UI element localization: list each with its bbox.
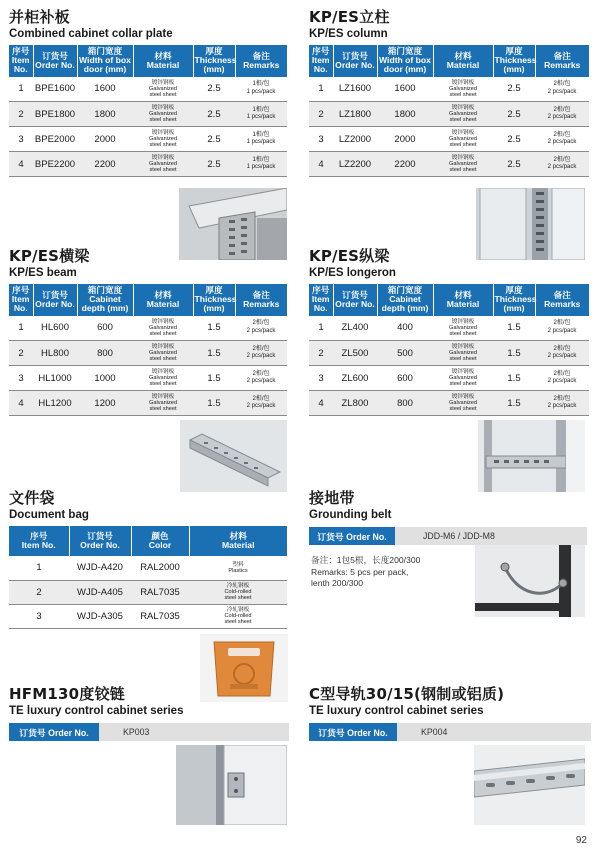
beam-cell-no: 3 [9,366,33,391]
collar-cell-width: 1600 [77,77,133,102]
beam-cell-no: 4 [9,391,33,416]
longeron-cell-width: 800 [377,391,433,416]
hinge-order-value: KP003 [99,723,289,741]
collar-cell-order: BPE2000 [33,127,77,152]
page-number: 92 [575,835,587,846]
column-cell-remarks: 2根/包 2 pcs/pack [535,102,589,127]
column-cell-order: LZ1600 [333,77,377,102]
docbag-title-cn: 文件袋 [9,489,55,507]
grounding-belt-illustration [475,545,585,617]
beam-cell-order: HL600 [33,316,77,341]
column-cell-remarks: 2根/包 2 pcs/pack [535,127,589,152]
column-cell-order: LZ2000 [333,127,377,152]
collar-header-2: 箱门宽度 Width of box door (mm) [77,45,133,77]
grounding-order-value: JDD-M6 / JDD-M8 [395,527,587,545]
longeron-cell-thickness: 1.5 [493,391,535,416]
longeron-cell-width: 400 [377,316,433,341]
beam-cell-remarks: 2根/包 2 pcs/pack [235,316,287,341]
longeron-cell-no: 3 [309,366,333,391]
table-row [9,127,287,152]
docbag-header-1: 订货号 Order No. [69,526,131,556]
column-cell-material: 镀锌钢板 Galvanized steel sheet [433,127,493,152]
beam-cell-width: 1200 [77,391,133,416]
table-row [9,366,287,391]
longeron-cell-remarks: 2根/包 2 pcs/pack [535,391,589,416]
beam-table [9,284,287,416]
column-cell-thickness: 2.5 [493,102,535,127]
table-row [309,102,589,127]
longeron-photo [478,420,585,492]
beam-cell-material: 镀锌钢板 Galvanized steel sheet [133,391,193,416]
docbag-cell-order: WJD-A420 [69,556,131,580]
rail-title-cn: C型导轨30/15(钢制或铝质) [309,685,505,703]
docbag-cell-material: 冷轧钢板 Cold-rolled steel sheet [189,580,287,604]
collar-cell-no: 2 [9,102,33,127]
beam-cell-width: 600 [77,316,133,341]
grounding-title-en: Grounding belt [309,509,392,521]
rail-order-label: 订货号 Order No. [309,723,397,741]
column-cell-width: 2000 [377,127,433,152]
rail-order-bar [309,723,591,741]
longeron-cell-thickness: 1.5 [493,366,535,391]
longeron-title-en: KP/ES longeron [309,267,396,279]
longeron-section [309,248,589,416]
longeron-header-2: 箱门宽度 Cabinet depth (mm) [377,284,433,316]
table-row [9,391,287,416]
column-cell-no: 3 [309,127,333,152]
collar-cell-order: BPE2200 [33,152,77,177]
longeron-cell-order: ZL500 [333,341,377,366]
collar-cell-material: 镀锌钢板 Galvanized steel sheet [133,77,193,102]
collar-cell-width: 1800 [77,102,133,127]
beam-cell-remarks: 2根/包 2 pcs/pack [235,341,287,366]
docbag-title-en: Document bag [9,509,89,521]
longeron-cell-order: ZL400 [333,316,377,341]
column-cell-width: 1800 [377,102,433,127]
docbag-cell-material: 冷轧钢板 Cold-rolled steel sheet [189,604,287,628]
collar-cell-remarks: 1根/包 1 pcs/pack [235,102,287,127]
longeron-header-3: 材料 Material [433,284,493,316]
longeron-cell-material: 镀锌钢板 Galvanized steel sheet [433,341,493,366]
grounding-order-label: 订货号 Order No. [309,527,395,545]
docbag-cell-color: RAL7035 [131,604,189,628]
beam-cell-thickness: 1.5 [193,366,235,391]
docbag-header-2: 颜色 Color [131,526,189,556]
table-row [309,77,589,102]
column-cell-width: 1600 [377,77,433,102]
column-header-3: 材料 Material [433,45,493,77]
docbag-header-0: 序号 Item No. [9,526,69,556]
column-cell-material: 镀锌钢板 Galvanized steel sheet [433,152,493,177]
beam-cell-thickness: 1.5 [193,341,235,366]
column-cell-thickness: 2.5 [493,152,535,177]
collar-header-5: 备注 Remarks [235,45,287,77]
beam-header-1: 订货号 Order No. [33,284,77,316]
collar-cell-width: 2000 [77,127,133,152]
docbag-cell-color: RAL2000 [131,556,189,580]
collar-cell-thickness: 2.5 [193,127,235,152]
collar-cell-no: 4 [9,152,33,177]
beam-cell-thickness: 1.5 [193,316,235,341]
longeron-header-5: 备注 Remarks [535,284,589,316]
collar-cell-thickness: 2.5 [193,77,235,102]
beam-cell-no: 2 [9,341,33,366]
hinge-title-en: TE luxury control cabinet series [9,705,184,717]
collar-cell-material: 镀锌钢板 Galvanized steel sheet [133,102,193,127]
longeron-cell-width: 500 [377,341,433,366]
longeron-cell-thickness: 1.5 [493,316,535,341]
grounding-note-en2: lenth 200/300 [311,578,364,588]
column-cell-no: 2 [309,102,333,127]
column-cell-material: 镀锌钢板 Galvanized steel sheet [433,102,493,127]
collar-cell-material: 镀锌钢板 Galvanized steel sheet [133,127,193,152]
longeron-cell-remarks: 2根/包 2 pcs/pack [535,366,589,391]
longeron-cell-order: ZL600 [333,366,377,391]
c-rail-illustration [474,745,585,825]
table-row [9,152,287,177]
longeron-title-cn: KP/ES纵梁 [309,247,390,265]
hinge-order-bar [9,723,289,741]
column-header-4: 厚度 Thickness (mm) [493,45,535,77]
docbag-cell-color: RAL7035 [131,580,189,604]
column-header-0: 序号 Item No. [309,45,333,77]
beam-cell-no: 1 [9,316,33,341]
beam-cell-order: HL1200 [33,391,77,416]
docbag-cell-material: 塑料 Plastics [189,556,287,580]
docbag-header-3: 材料 Material [189,526,287,556]
beam-cell-order: HL1000 [33,366,77,391]
beam-cell-width: 1000 [77,366,133,391]
rail-title-en: TE luxury control cabinet series [309,705,484,717]
table-row [309,366,589,391]
table-row [9,77,287,102]
beam-photo [180,420,287,492]
table-row [309,391,589,416]
longeron-header-0: 序号 Item No. [309,284,333,316]
collar-cell-thickness: 2.5 [193,102,235,127]
longeron-header-1: 订货号 Order No. [333,284,377,316]
column-header-2: 箱门宽度 Width of box door (mm) [377,45,433,77]
column-cell-order: LZ2200 [333,152,377,177]
column-cell-material: 镀锌钢板 Galvanized steel sheet [433,77,493,102]
column-cell-remarks: 2根/包 2 pcs/pack [535,77,589,102]
longeron-cell-order: ZL800 [333,391,377,416]
docbag-cell-no: 2 [9,580,69,604]
rail-section [309,686,591,741]
longeron-cell-no: 4 [309,391,333,416]
collar-header-4: 厚度 Thickness (mm) [193,45,235,77]
collar-cell-no: 1 [9,77,33,102]
longeron-cell-width: 600 [377,366,433,391]
collar-cell-remarks: 1根/包 1 pcs/pack [235,152,287,177]
hinge-illustration [176,745,287,825]
collar-cell-order: BPE1800 [33,102,77,127]
longeron-cell-thickness: 1.5 [493,341,535,366]
beam-header-3: 材料 Material [133,284,193,316]
grounding-title-cn: 接地带 [309,489,355,507]
collar-cell-material: 镀锌钢板 Galvanized steel sheet [133,152,193,177]
beam-cell-remarks: 2根/包 2 pcs/pack [235,391,287,416]
collar-cell-remarks: 1根/包 1 pcs/pack [235,77,287,102]
hinge-photo [176,745,287,825]
docbag-section [9,490,287,629]
beam-header-5: 备注 Remarks [235,284,287,316]
column-header-5: 备注 Remarks [535,45,589,77]
hinge-order-label: 订货号 Order No. [9,723,99,741]
grounding-note-cn: 备注：1包5根，长度200/300 [311,555,421,565]
beam-title-cn: KP/ES横梁 [9,247,90,265]
beam-illustration [180,420,287,492]
beam-cell-material: 镀锌钢板 Galvanized steel sheet [133,366,193,391]
table-row [9,102,287,127]
longeron-cell-remarks: 2根/包 2 pcs/pack [535,316,589,341]
collar-title-cn: 并柜补板 [9,8,70,26]
collar-header-3: 材料 Material [133,45,193,77]
longeron-cell-remarks: 2根/包 2 pcs/pack [535,341,589,366]
beam-section [9,248,287,416]
collar-title-en: Combined cabinet collar plate [9,28,173,40]
collar-header-1: 订货号 Order No. [33,45,77,77]
beam-header-4: 厚度 Thickness (mm) [193,284,235,316]
beam-cell-material: 镀锌钢板 Galvanized steel sheet [133,316,193,341]
longeron-illustration [478,420,585,492]
collar-cell-thickness: 2.5 [193,152,235,177]
longeron-cell-material: 镀锌钢板 Galvanized steel sheet [433,391,493,416]
beam-cell-material: 镀锌钢板 Galvanized steel sheet [133,341,193,366]
grounding-photo [475,545,585,617]
column-cell-no: 1 [309,77,333,102]
collar-cell-width: 2200 [77,152,133,177]
column-cell-width: 2200 [377,152,433,177]
longeron-cell-material: 镀锌钢板 Galvanized steel sheet [433,316,493,341]
docbag-cell-no: 1 [9,556,69,580]
column-section [309,9,589,177]
longeron-cell-material: 镀锌钢板 Galvanized steel sheet [433,366,493,391]
collar-header-0: 序号 Item No. [9,45,33,77]
beam-cell-thickness: 1.5 [193,391,235,416]
hinge-section [9,686,289,741]
column-title-en: KP/ES column [309,28,388,40]
column-cell-remarks: 2根/包 2 pcs/pack [535,152,589,177]
hinge-title-cn: HFM130度铰链 [9,685,125,703]
column-cell-no: 4 [309,152,333,177]
table-row [309,341,589,366]
longeron-cell-no: 1 [309,316,333,341]
collar-table [9,45,287,177]
docbag-cell-no: 3 [9,604,69,628]
longeron-table [309,284,589,416]
collar-cell-no: 3 [9,127,33,152]
table-row [9,580,287,604]
grounding-note-en1: Remarks: 5 pcs per pack, [311,566,409,577]
rail-photo [474,745,585,825]
longeron-header-4: 厚度 Thickness (mm) [493,284,535,316]
table-row [309,152,589,177]
collar-section [9,9,287,177]
rail-order-value: KP004 [397,723,591,741]
beam-title-en: KP/ES beam [9,267,77,279]
column-cell-thickness: 2.5 [493,127,535,152]
collar-cell-order: BPE1600 [33,77,77,102]
beam-cell-order: HL800 [33,341,77,366]
table-row [9,316,287,341]
docbag-cell-order: WJD-A305 [69,604,131,628]
column-table [309,45,589,177]
column-cell-order: LZ1800 [333,102,377,127]
column-header-1: 订货号 Order No. [333,45,377,77]
docbag-table [9,526,287,629]
table-row [9,341,287,366]
beam-header-0: 序号 Item No. [9,284,33,316]
table-row [309,127,589,152]
grounding-order-bar [309,527,587,545]
beam-cell-width: 800 [77,341,133,366]
table-row [9,556,287,580]
docbag-cell-order: WJD-A405 [69,580,131,604]
table-row [309,316,589,341]
table-row [9,604,287,628]
collar-cell-remarks: 1根/包 1 pcs/pack [235,127,287,152]
beam-header-2: 箱门宽度 Cabinet depth (mm) [77,284,133,316]
column-cell-thickness: 2.5 [493,77,535,102]
beam-cell-remarks: 2根/包 2 pcs/pack [235,366,287,391]
column-title-cn: KP/ES立柱 [309,8,390,26]
longeron-cell-no: 2 [309,341,333,366]
